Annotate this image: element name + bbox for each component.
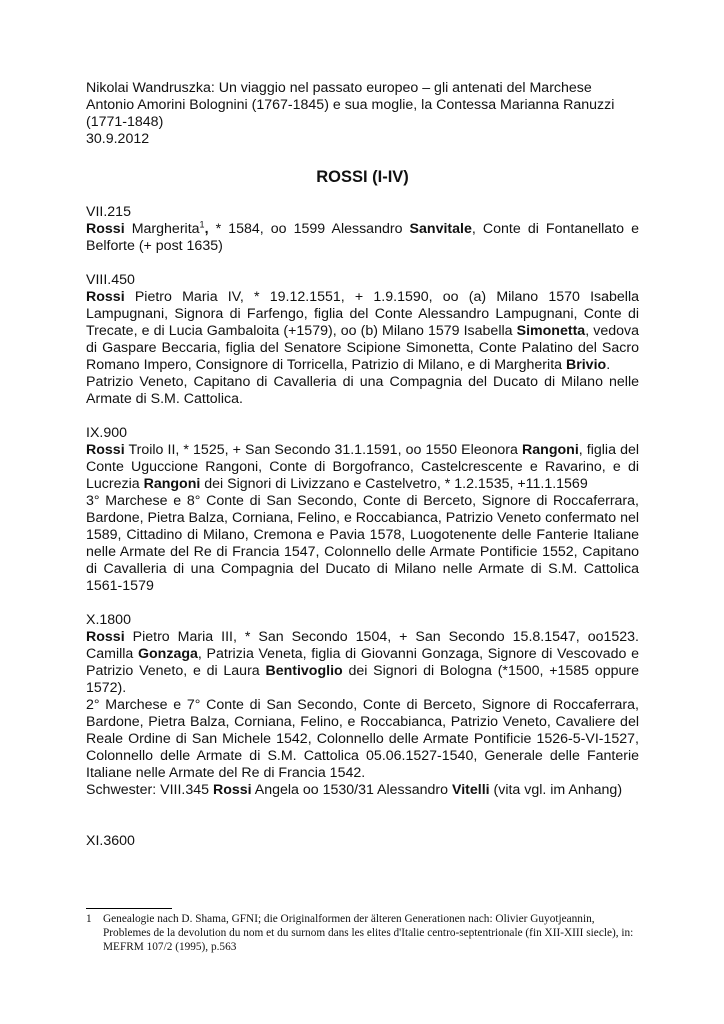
entry-id: VIII.450 (86, 272, 135, 288)
entry-note: 3° Marchese e 8° Conte di San Secondo, Conte di Berceto, Signore di Roccaferrara, Bardone, Pietra Balza, Corniana, Felino, e Roccabianca, Patrizio Veneto confermato nel 1589, Cittadino di Milano, Cremona e Pavia 1578, Luogotenente delle Fanterie Italiane nelle Armate del Re di Francia 1547, Colonnello delle Armate Pontificie 1552, Capitano di Cavalleria di una Compagnia del Ducato di Milano nelle Armate di S.M. Cattolica 1561-1579 (86, 493, 639, 594)
surname: Simonetta (516, 323, 586, 339)
text-run: dei Signori di Livizzano e Castelvetro, * 1.2.1535, +11.1.1569 (200, 476, 588, 492)
entry-id: X.1800 (86, 612, 131, 628)
text-run: , figlia del Conte Uguccione Rangoni, Conte di Borgofranco, Castelcrescente e Ravarino, e di Lucrezia (86, 442, 640, 492)
header-line-3: (1771-1848) (86, 114, 164, 130)
text-run: Pietro Maria IV, * 19.12.1551, + 1.9.1590, oo (a) Milano 1570 Isabella Lampugnani, Signora di Farfengo, figlia del Conte Alessandro Lampugnani, Conte di Trecate, e di Lucia Gambaloita (+1579), oo (b) Milano 1579 Isabella (86, 289, 639, 339)
entry (86, 204, 639, 255)
document-header (86, 80, 639, 148)
document-date: 30.9.2012 (86, 131, 150, 147)
surname: Rangoni (143, 476, 201, 492)
surname: Rossi (86, 629, 125, 645)
entry-body (86, 442, 639, 493)
text-run: , Patrizia Veneta, figlia di Giovanni Gonzaga, Signore di Vescovado e Patrizio Veneto, e di Laura (86, 646, 639, 679)
footnote (86, 912, 642, 954)
section-title: ROSSI (I-IV) (316, 168, 409, 186)
surname: Gonzaga (137, 646, 198, 662)
text-run: , vedova di Gaspare Beccaria, figlia del Senatore Scipione Simonetta, Conte Palatino del Sacro Romano Impero, Consignore di Torricella, Patrizio di Milano, e di Margherita (86, 323, 639, 373)
surname: Rossi (86, 289, 125, 305)
footnote-ref: 1 (199, 219, 205, 230)
surname: Vitelli (451, 782, 490, 798)
entry (86, 425, 639, 595)
text-run: Angela oo 1530/31 Alessandro (251, 782, 452, 798)
text-run: Pietro Maria III, * San Secondo 1504, + San Secondo 15.8.1547, oo1523. Camilla (86, 629, 639, 662)
surname: , (204, 221, 209, 237)
entry-body (86, 629, 639, 697)
surname: Sanvitale (409, 221, 472, 237)
entry (86, 272, 639, 408)
text-run: . (606, 357, 611, 373)
footnote-separator (86, 908, 172, 909)
text-run: (vita vgl. im Anhang) (489, 782, 623, 798)
genealogy-entries (86, 204, 639, 799)
text-run: * 1584, oo 1599 Alessandro (208, 221, 410, 237)
entry-note: 2° Marchese e 7° Conte di San Secondo, Conte di Berceto, Signore di Roccaferrara, Bardone, Pietra Balza, Corniana, Felino, e Roccabianca, Patrizio Veneto, Cavaliere del Reale Ordine di San Michele 1542, Colonnello delle Armate Pontificie 1526-5-VI-1527, Colonnello delle Armate di S.M. Cattolica 05.06.1527-1540, Generale delle Fanterie Italiane nelle Armate del Re di Francia 1542. (86, 697, 639, 781)
text-run: Schwester: VIII.345 (86, 782, 213, 798)
surname: Rossi (212, 782, 252, 798)
header-line-1: Nikolai Wandruszka: Un viaggio nel passato europeo – gli antenati del Marchese (86, 80, 592, 96)
surname: Rangoni (522, 442, 579, 458)
sibling-note (86, 782, 639, 799)
text-run: Margherita (124, 221, 200, 237)
header-line-2: Antonio Amorini Bolognini (1767-1845) e sua moglie, la Contessa Marianna Ranuzzi (86, 97, 615, 113)
entry-body (86, 221, 639, 255)
entry-note: Patrizio Veneto, Capitano di Cavalleria di una Compagnia del Ducato di Milano nelle Armate di S.M. Cattolica. (86, 374, 639, 407)
text-run: Troilo II, * 1525, + San Secondo 31.1.1591, oo 1550 Eleonora (124, 442, 523, 458)
text-run: , Conte di Fontanellato e Belforte (+ post 1635) (86, 221, 639, 254)
entry-id: IX.900 (86, 425, 128, 441)
footnote-number: 1 (86, 913, 92, 925)
text-run: dei Signori di Bologna (*1500, +1585 oppure 1572). (86, 663, 639, 696)
entry-body (86, 289, 639, 374)
last-entry-id: XI.3600 (86, 833, 135, 849)
surname: Rossi (86, 221, 125, 237)
entry (86, 612, 639, 799)
surname: Rossi (86, 442, 125, 458)
document-page (86, 80, 639, 850)
footnote-text: Genealogie nach D. Shama, GFNI; die Originalformen der älteren Generationen nach: Olivier Guyotjeannin, Problemes de la devolution du nom et du surnom dans les elites d'Italie centro-septentrionale (fin XII-XIII siecle), in: MEFRM 107/2 (1995), p.563 (103, 913, 634, 953)
entry-id: VII.215 (86, 204, 131, 220)
surname: Bentivoglio (265, 663, 343, 679)
surname: Brivio (565, 357, 607, 373)
